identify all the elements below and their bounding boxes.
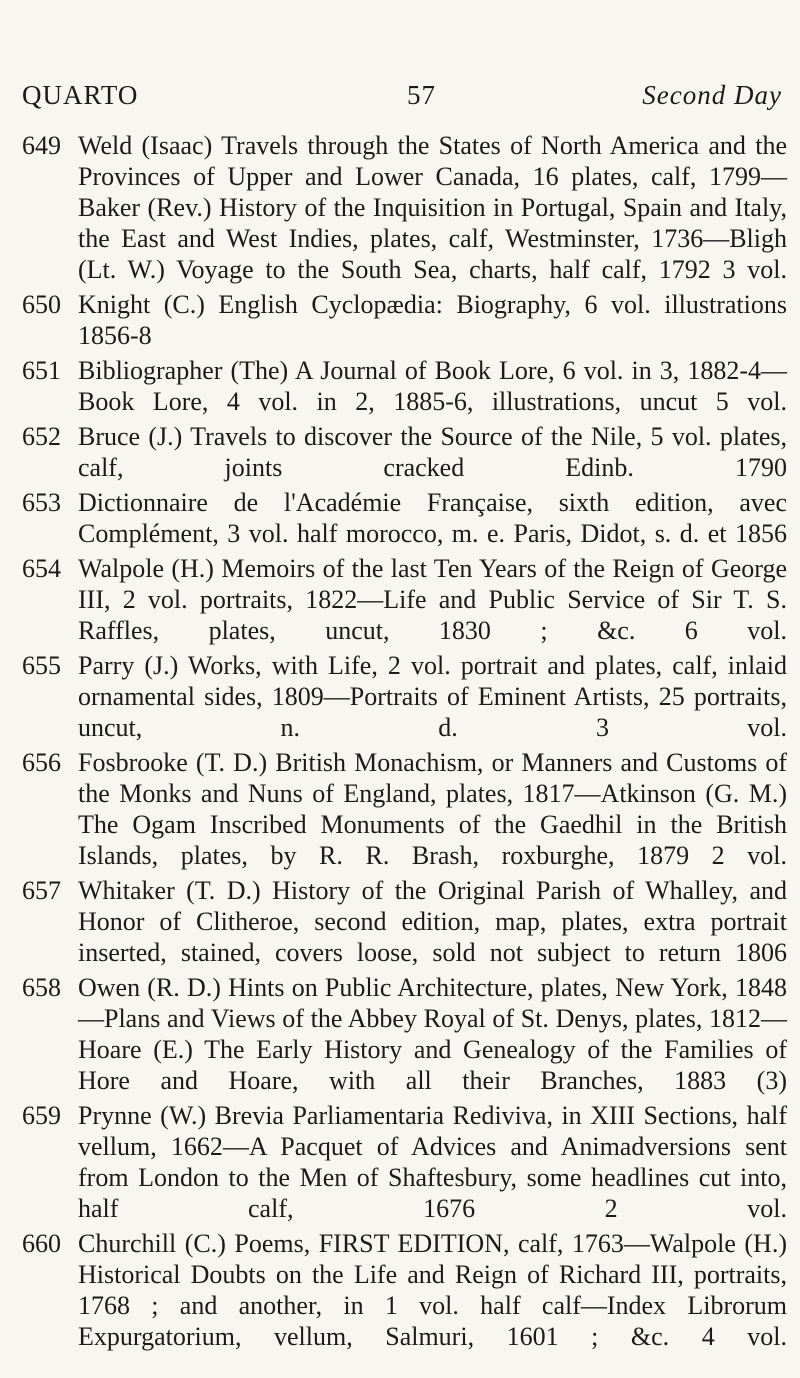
lot-entry xyxy=(22,487,787,549)
lot-description: Owen (R. D.) Hints on Public Architecture, plates, New York, 1848—Plans and Views of the Abbey Royal of St. Denys, plates, 1812—Hoare (E.) The Early History and Genealogy of the Families of Hore and Hoare, with all their Branches, 1883 (3) xyxy=(78,973,787,1095)
lot-description: Churchill (C.) Poems, FIRST EDITION, calf, 1763—Walpole (H.) Historical Doubts on the Life and Reign of Richard III, portraits, 1768 ; and another, in 1 vol. half calf—Index Librorum Expurgatorium, vellum, Salmuri, 1601 ; &c. 4 vol. xyxy=(78,1229,787,1351)
lot-description: Walpole (H.) Memoirs of the last Ten Years of the Reign of George III, 2 vol. portraits, 1822—Life and Public Service of Sir T. S. Raffles, plates, uncut, 1830 ; &c. 6 vol. xyxy=(78,554,787,645)
lot-entry xyxy=(22,355,787,417)
lot-entry xyxy=(22,553,787,646)
lot-description: Whitaker (T. D.) History of the Original Parish of Whalley, and Honor of Clitheroe, second edition, map, plates, extra portrait inserted, stained, covers loose, sold not subject to return 1806 xyxy=(78,876,787,967)
lot-number: 649 xyxy=(22,131,61,160)
lot-description: Dictionnaire de l'Académie Française, sixth edition, avec Complément, 3 vol. half morocco, m. e. Paris, Didot, s. d. et 1856 xyxy=(78,488,787,548)
lot-description: Bruce (J.) Travels to discover the Source of the Nile, 5 vol. plates, calf, joints cracked Edinb. 1790 xyxy=(78,422,787,482)
lot-number: 657 xyxy=(22,876,61,905)
lot-number: 654 xyxy=(22,554,61,583)
lot-list xyxy=(22,130,787,1356)
page-number: 57 xyxy=(407,80,436,110)
lot-entry xyxy=(22,130,787,285)
lot-number: 659 xyxy=(22,1101,61,1130)
lot-entry xyxy=(22,972,787,1096)
lot-description: Weld (Isaac) Travels through the States of North America and the Provinces of Upper and Lower Canada, 16 plates, calf, 1799—Baker (Rev.) History of the Inquisition in Portugal, Spain and Italy, the East and West Indies, plates, calf, Westminster, 1736—Bligh (Lt. W.) Voyage to the South Sea, charts, half calf, 1792 3 vol. xyxy=(78,131,787,284)
lot-number: 658 xyxy=(22,973,61,1002)
lot-description: Knight (C.) English Cyclopædia: Biography, 6 vol. illustrations 1856-8 xyxy=(78,290,787,350)
lot-description: Parry (J.) Works, with Life, 2 vol. portrait and plates, calf, inlaid ornamental sides, 1809—Portraits of Eminent Artists, 25 portraits, uncut, n. d. 3 vol. xyxy=(78,651,787,742)
header-format: QUARTO xyxy=(22,80,139,110)
header-sale-day: Second Day xyxy=(642,80,782,110)
lot-entry xyxy=(22,1228,787,1352)
lot-number: 651 xyxy=(22,356,61,385)
lot-number: 656 xyxy=(22,748,61,777)
lot-description: Prynne (W.) Brevia Parliamentaria Rediviva, in XIII Sections, half vellum, 1662—A Pacquet of Advices and Animadversions sent from London to the Men of Shaftesbury, some headlines cut into, half calf, 1676 2 vol. xyxy=(78,1101,787,1223)
lot-number: 655 xyxy=(22,651,61,680)
lot-entry xyxy=(22,289,787,351)
lot-entry xyxy=(22,875,787,968)
lot-number: 650 xyxy=(22,290,61,319)
lot-description: Bibliographer (The) A Journal of Book Lore, 6 vol. in 3, 1882-4—Book Lore, 4 vol. in 2, 1885-6, illustrations, uncut 5 vol. xyxy=(78,356,787,416)
lot-description: Fosbrooke (T. D.) British Monachism, or Manners and Customs of the Monks and Nuns of England, plates, 1817—Atkinson (G. M.) The Ogam Inscribed Monuments of the Gaedhil in the British Islands, plates, by R. R. Brash, roxburghe, 1879 2 vol. xyxy=(78,748,787,870)
lot-entry xyxy=(22,421,787,483)
lot-entry xyxy=(22,650,787,743)
lot-entry xyxy=(22,1100,787,1224)
lot-number: 660 xyxy=(22,1229,61,1258)
lot-number: 652 xyxy=(22,422,61,451)
lot-number: 653 xyxy=(22,488,61,517)
lot-entry xyxy=(22,747,787,871)
page-header xyxy=(22,80,782,120)
